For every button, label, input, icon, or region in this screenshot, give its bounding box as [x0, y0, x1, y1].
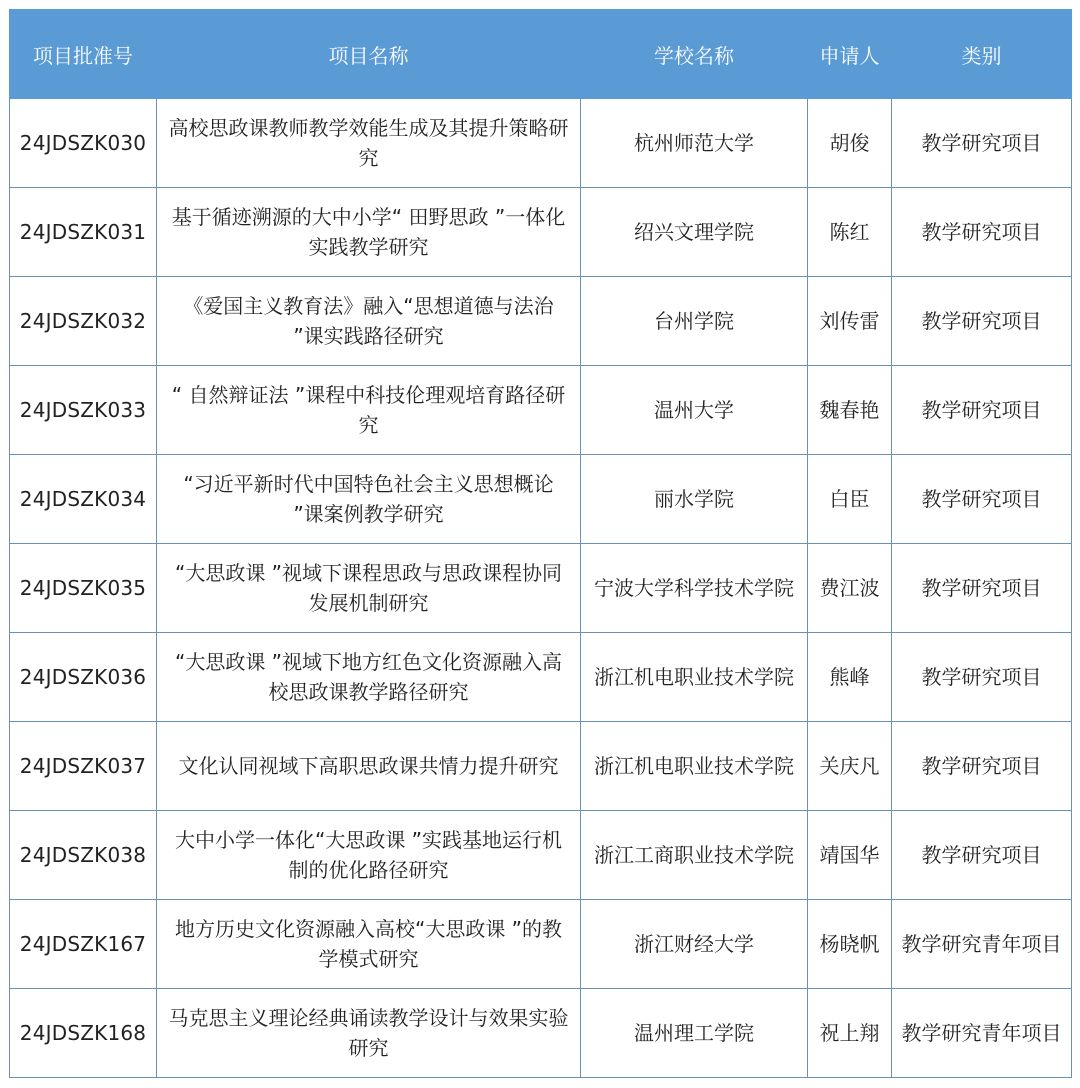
cell-project-id: 24JDSZK031: [10, 188, 157, 277]
table-row: [10, 188, 1072, 277]
cell-school-name: 杭州师范大学: [581, 99, 808, 188]
cell-applicant: 杨晓帆: [808, 900, 892, 989]
cell-category: 教学研究青年项目: [892, 989, 1072, 1078]
cell-school-name: 温州大学: [581, 366, 808, 455]
cell-category: 教学研究项目: [892, 544, 1072, 633]
cell-project-name: 高校思政课教师教学效能生成及其提升策略研究: [157, 99, 581, 188]
cell-applicant: 陈红: [808, 188, 892, 277]
header-project-name: 项目名称: [157, 10, 581, 99]
table-body: [10, 99, 1072, 1078]
cell-category: 教学研究青年项目: [892, 900, 1072, 989]
cell-project-name: 基于循迹溯源的大中小学“ 田野思政 ”一体化实践教学研究: [157, 188, 581, 277]
cell-category: 教学研究项目: [892, 277, 1072, 366]
header-row: [10, 10, 1072, 99]
cell-applicant: 费江波: [808, 544, 892, 633]
project-table: [9, 9, 1072, 1078]
cell-project-name: “习近平新时代中国特色社会主义思想概论 ”课案例教学研究: [157, 455, 581, 544]
cell-project-name: “大思政课 ”视域下课程思政与思政课程协同发展机制研究: [157, 544, 581, 633]
cell-school-name: 丽水学院: [581, 455, 808, 544]
cell-project-id: 24JDSZK168: [10, 989, 157, 1078]
cell-school-name: 宁波大学科学技术学院: [581, 544, 808, 633]
cell-school-name: 浙江机电职业技术学院: [581, 633, 808, 722]
cell-project-id: 24JDSZK038: [10, 811, 157, 900]
cell-project-name: “大思政课 ”视域下地方红色文化资源融入高校思政课教学路径研究: [157, 633, 581, 722]
cell-applicant: 魏春艳: [808, 366, 892, 455]
cell-category: 教学研究项目: [892, 722, 1072, 811]
project-table-container: [9, 9, 1071, 1078]
table-header: [10, 10, 1072, 99]
header-project-id: 项目批准号: [10, 10, 157, 99]
table-row: [10, 633, 1072, 722]
cell-applicant: 祝上翔: [808, 989, 892, 1078]
cell-school-name: 浙江工商职业技术学院: [581, 811, 808, 900]
cell-applicant: 熊峰: [808, 633, 892, 722]
table-row: [10, 811, 1072, 900]
cell-school-name: 浙江财经大学: [581, 900, 808, 989]
cell-applicant: 白臣: [808, 455, 892, 544]
cell-project-name: 大中小学一体化“大思政课 ”实践基地运行机制的优化路径研究: [157, 811, 581, 900]
cell-applicant: 关庆凡: [808, 722, 892, 811]
cell-project-id: 24JDSZK037: [10, 722, 157, 811]
cell-applicant: 刘传雷: [808, 277, 892, 366]
cell-school-name: 温州理工学院: [581, 989, 808, 1078]
cell-applicant: 靖国华: [808, 811, 892, 900]
cell-project-id: 24JDSZK036: [10, 633, 157, 722]
cell-project-name: 马克思主义理论经典诵读教学设计与效果实验研究: [157, 989, 581, 1078]
cell-project-id: 24JDSZK035: [10, 544, 157, 633]
cell-project-id: 24JDSZK032: [10, 277, 157, 366]
cell-category: 教学研究项目: [892, 99, 1072, 188]
cell-project-name: 地方历史文化资源融入高校“大思政课 ”的教学模式研究: [157, 900, 581, 989]
cell-category: 教学研究项目: [892, 633, 1072, 722]
cell-school-name: 台州学院: [581, 277, 808, 366]
cell-project-id: 24JDSZK034: [10, 455, 157, 544]
table-row: [10, 455, 1072, 544]
table-row: [10, 722, 1072, 811]
cell-project-id: 24JDSZK167: [10, 900, 157, 989]
header-school-name: 学校名称: [581, 10, 808, 99]
table-row: [10, 366, 1072, 455]
table-row: [10, 277, 1072, 366]
cell-project-name: “ 自然辩证法 ”课程中科技伦理观培育路径研究: [157, 366, 581, 455]
cell-project-id: 24JDSZK030: [10, 99, 157, 188]
cell-category: 教学研究项目: [892, 188, 1072, 277]
table-row: [10, 99, 1072, 188]
cell-project-name: 文化认同视域下高职思政课共情力提升研究: [157, 722, 581, 811]
cell-project-id: 24JDSZK033: [10, 366, 157, 455]
table-row: [10, 544, 1072, 633]
cell-category: 教学研究项目: [892, 366, 1072, 455]
cell-category: 教学研究项目: [892, 811, 1072, 900]
cell-school-name: 绍兴文理学院: [581, 188, 808, 277]
table-row: [10, 989, 1072, 1078]
header-applicant: 申请人: [808, 10, 892, 99]
header-category: 类别: [892, 10, 1072, 99]
table-row: [10, 900, 1072, 989]
cell-applicant: 胡俊: [808, 99, 892, 188]
cell-category: 教学研究项目: [892, 455, 1072, 544]
cell-project-name: 《爱国主义教育法》融入“思想道德与法治 ”课实践路径研究: [157, 277, 581, 366]
cell-school-name: 浙江机电职业技术学院: [581, 722, 808, 811]
